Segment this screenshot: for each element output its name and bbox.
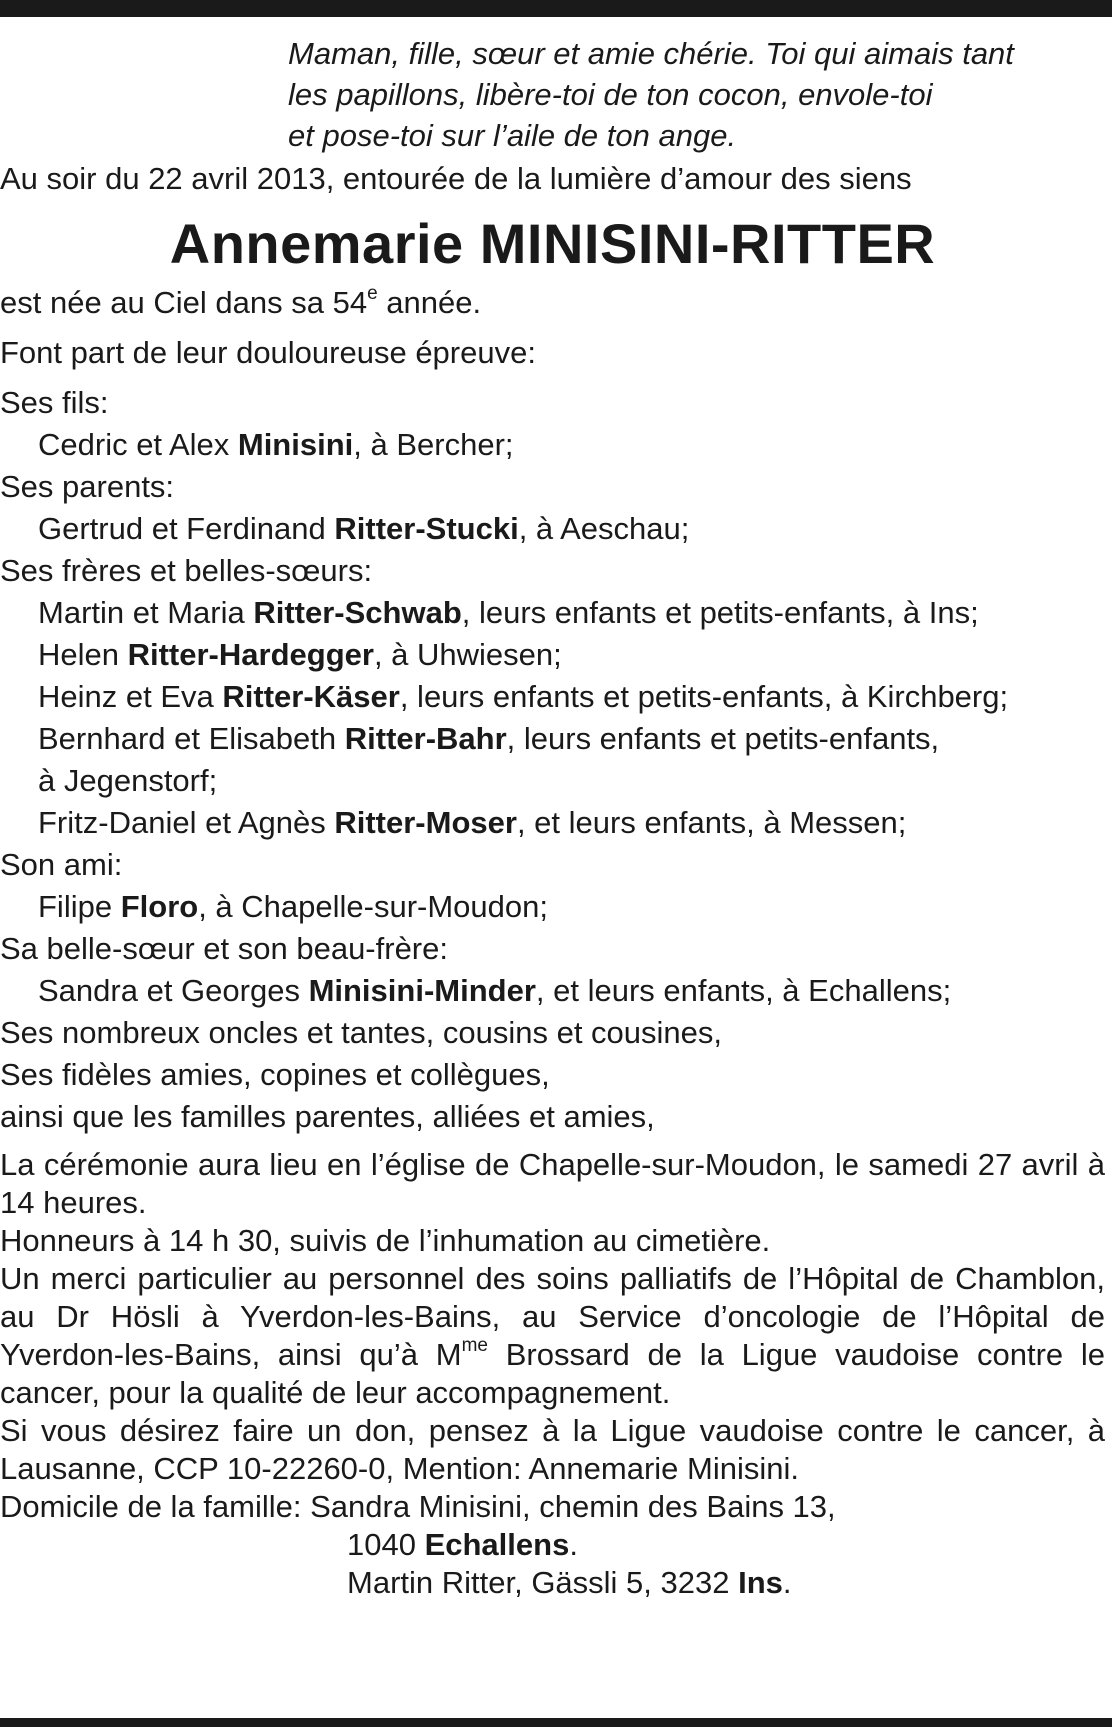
- family-entry-sibling-continued: à Jegenstorf;: [38, 763, 218, 798]
- domicile-line: Domicile de la famille: Sandra Minisini, chemin des Bains 13,: [0, 1489, 836, 1524]
- donation-paragraph: Si vous désirez faire un don, pensez à la Ligue vaudoise contre le cancer, à Lausanne, CCP 10-22260-0, Mention: Annemarie Minisini.: [0, 1413, 1105, 1486]
- family-surname: Ritter-Stucki: [334, 511, 519, 546]
- family-surname: Floro: [120, 889, 199, 924]
- epigraph-line: les papillons, libère-toi de ton cocon, envole-toi: [288, 77, 933, 112]
- family-entry-sibling: Martin et Maria Ritter-Schwab, leurs enfants et petits-enfants, à Ins;: [38, 595, 979, 630]
- epigraph-line: et pose-toi sur l’aile de ton ange.: [288, 118, 737, 153]
- thanks-paragraph: Un merci particulier au personnel des soins palliatifs de l’Hôpital de Chamblon, au Dr Hösli à Yverdon-les-Bains, au Service d’oncologie de l’Hôpital de Yverdon-les-Bains, ainsi qu’à $M^{me}$ Brossard de la Ligue vaudoise contre le cancer, pour la qualité de leur accompagnement.: [0, 1261, 1105, 1410]
- siblings-label: Ses frères et belles-sœurs:: [0, 553, 373, 588]
- epigraph: [288, 33, 1105, 156]
- family-entry-inlaws: Sandra et Georges Minisini-Minder, et leurs enfants, à Echallens;: [38, 973, 952, 1008]
- family-others-line: Ses nombreux oncles et tantes, cousins et cousines,: [0, 1015, 723, 1050]
- family-entry-sibling: Helen Ritter-Hardegger, à Uhwiesen;: [38, 637, 562, 672]
- family-entry-sibling: Fritz-Daniel et Agnès Ritter-Moser, et leurs enfants, à Messen;: [38, 805, 907, 840]
- birth-superscript: e: [367, 282, 378, 304]
- family-surname: Minisini-Minder: [308, 973, 536, 1008]
- birth-text: est née au Ciel dans sa 54: [0, 285, 368, 320]
- obituary-notice: [0, 33, 1105, 1602]
- family-surname: Ritter-Schwab: [253, 595, 462, 630]
- bottom-border-rule: [0, 1718, 1112, 1727]
- family-entry-parents: Gertrud et Ferdinand Ritter-Stucki, à Aeschau;: [38, 511, 690, 546]
- family-surname: Minisini: [237, 427, 354, 462]
- deceased-name: Annemarie MINISINI-RITTER: [169, 212, 936, 275]
- domicile-block: [0, 1488, 1105, 1602]
- top-border-rule: [0, 0, 1112, 17]
- sons-label: Ses fils:: [0, 385, 109, 420]
- family-surname: Ritter-Bahr: [344, 721, 507, 756]
- family-surname: Ritter-Käser: [222, 679, 400, 714]
- family-entry-sons: Cedric et Alex Minisini, à Bercher;: [38, 427, 514, 462]
- domicile-town: Ins: [738, 1565, 783, 1600]
- birth-line: [0, 282, 1105, 324]
- family-entry-sibling: Bernhard et Elisabeth Ritter-Bahr, leurs enfants et petits-enfants,: [38, 721, 940, 756]
- epigraph-line: Maman, fille, sœur et amie chérie. Toi qui aimais tant: [288, 36, 1014, 71]
- family-surname: Ritter-Hardegger: [127, 637, 374, 672]
- ceremony-paragraph: La cérémonie aura lieu en l’église de Chapelle-sur-Moudon, le samedi 27 avril à 14 heures.: [0, 1147, 1105, 1220]
- family-list: [0, 382, 1105, 1138]
- parents-label: Ses parents:: [0, 469, 175, 504]
- honors-line: Honneurs à 14 h 30, suivis de l’inhumation au cimetière.: [0, 1223, 771, 1258]
- family-entry-friend: Filipe Floro, à Chapelle-sur-Moudon;: [38, 889, 548, 924]
- domicile-town: Echallens: [424, 1527, 570, 1562]
- thanks-superscript: me: [461, 1334, 488, 1356]
- family-surname: Ritter-Moser: [334, 805, 517, 840]
- family-others-line: Ses fidèles amies, copines et collègues,: [0, 1057, 550, 1092]
- inlaws-label: Sa belle-sœur et son beau-frère:: [0, 931, 448, 966]
- announce-line: Font part de leur douloureuse épreuve:: [0, 335, 536, 370]
- birth-text-end: année.: [377, 285, 482, 320]
- family-others-line: ainsi que les familles parentes, alliées et amies,: [0, 1099, 655, 1134]
- family-entry-sibling: Heinz et Eva Ritter-Käser, leurs enfants et petits-enfants, à Kirchberg;: [38, 679, 1009, 714]
- domicile-address: 1040 Echallens.: [347, 1527, 578, 1562]
- domicile-address: Martin Ritter, Gässli 5, 3232 Ins.: [347, 1565, 792, 1600]
- intro-line: Au soir du 22 avril 2013, entourée de la lumière d’amour des siens: [0, 161, 912, 196]
- friend-label: Son ami:: [0, 847, 123, 882]
